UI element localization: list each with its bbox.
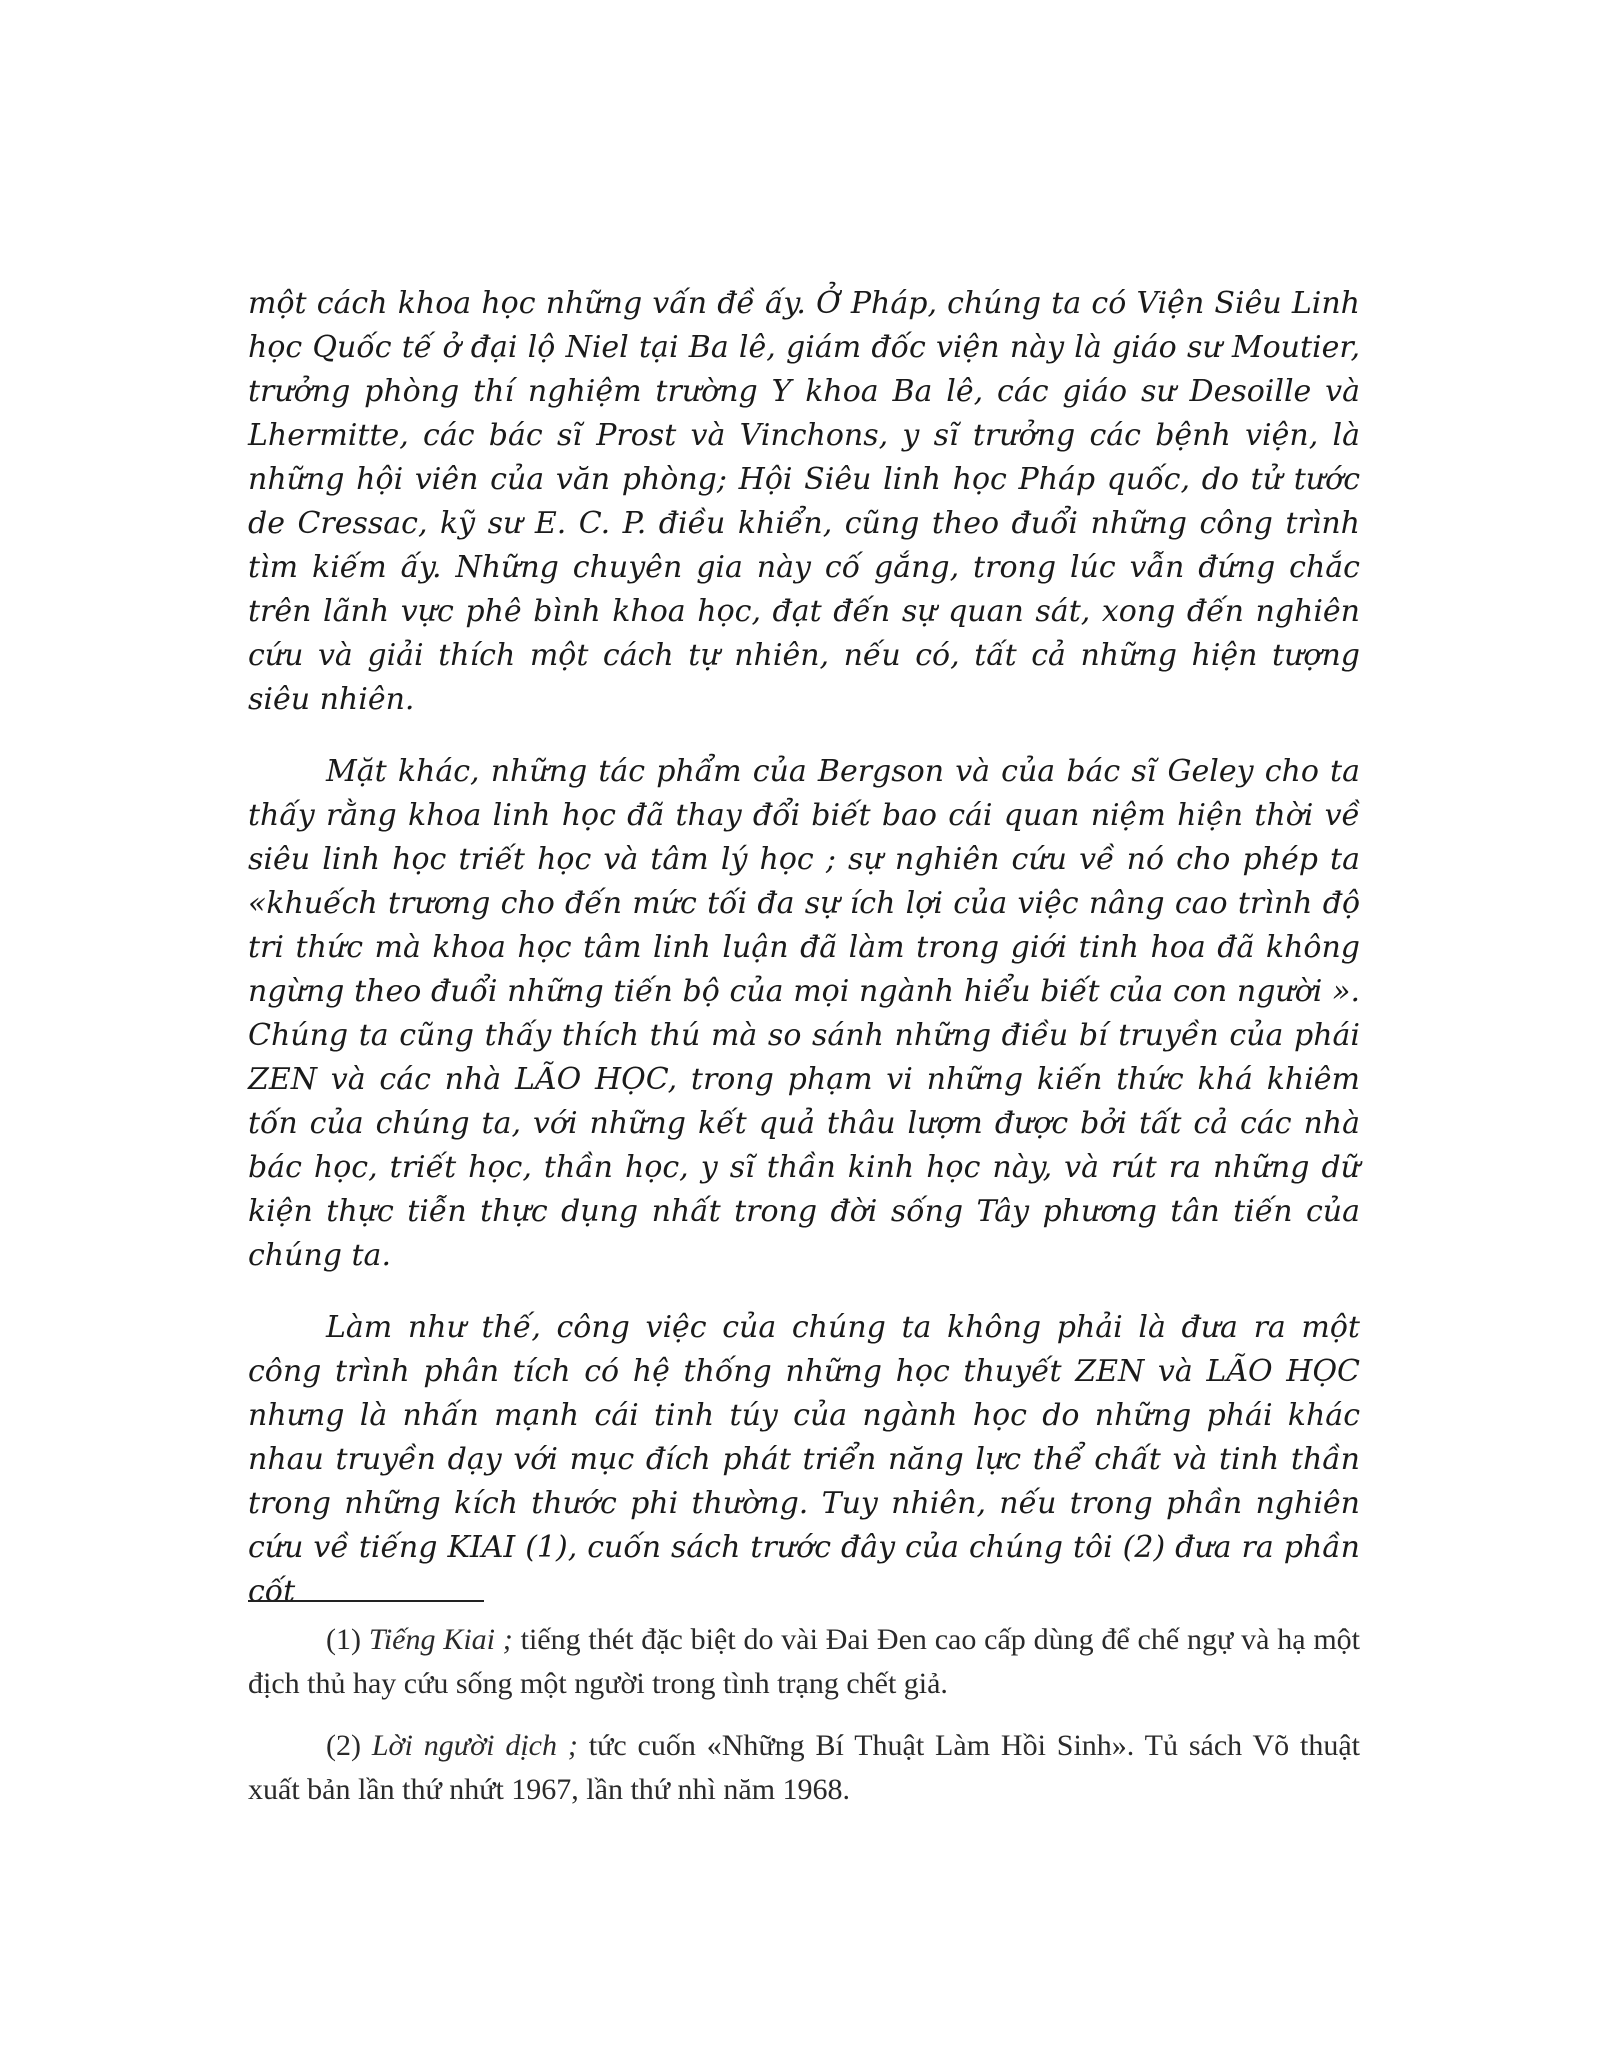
footnote-separator <box>248 1600 484 1602</box>
footnote-2-number: (2) <box>326 1729 361 1762</box>
footnote-1-text: tiếng thét đặc biệt do vài Đai Đen cao cấp dùng để chế ngự và hạ một địch thủ hay cứu sống một người trong tình trạng chết giả. <box>248 1623 1361 1700</box>
footnote-1-number: (1) <box>326 1623 361 1656</box>
footnotes <box>248 1618 1360 1830</box>
footnote-1 <box>248 1618 1360 1706</box>
paragraph-3: Làm như thế, công việc của chúng ta không phải là đưa ra một công trình phân tích có hệ thống những học thuyết ZEN và LÃO HỌC nhưng là nhấn mạnh cái tinh túy của ngành học do những phái khác nhau truyền dạy với mục đích phát triển năng lực thể chất và tinh thần trong những kích thước phi thường. Tuy nhiên, nếu trong phần nghiên cứu về tiếng KIAI (1), cuốn sách trước đây của chúng tôi (2) đưa ra phần cốt <box>248 1310 1360 1609</box>
footnote-2-text: tức cuốn «Những Bí Thuật Làm Hồi Sinh». Tủ sách Võ thuật xuất bản lần thứ nhứt 1967, lần thứ nhì năm 1968. <box>248 1729 1360 1806</box>
paragraph-1: một cách khoa học những vấn đề ấy. Ở Pháp, chúng ta có Viện Siêu Linh học Quốc tế ở đại lộ Niel tại Ba lê, giám đốc viện này là giáo sư Moutier, trưởng phòng thí nghiệm trường Y khoa Ba lê, các giáo sư Desoille và Lhermitte, các bác sĩ Prost và Vinchons, y sĩ trưởng các bệnh viện, là những hội viên của văn phòng; Hội Siêu linh học Pháp quốc, do tử tước de Cressac, kỹ sư E. C. P. điều khiển, cũng theo đuổi những công trình tìm kiếm ấy. Những chuyên gia này cố gắng, trong lúc vẫn đứng chắc trên lãnh vực phê bình khoa học, đạt đến sự quan sát, xong đến nghiên cứu và giải thích một cách tự nhiên, nếu có, tất cả những hiện tượng siêu nhiên. <box>248 286 1360 717</box>
footnote-2-title: Lời người dịch ; <box>371 1729 578 1762</box>
main-text <box>248 282 1360 1642</box>
footnote-1-title: Tiếng Kiai ; <box>368 1623 513 1656</box>
paragraph-2: Mặt khác, những tác phẩm của Bergson và của bác sĩ Geley cho ta thấy rằng khoa linh học đã thay đổi biết bao cái quan niệm hiện thời về siêu linh học triết học và tâm lý học ; sự nghiên cứu về nó cho phép ta «khuếch trương cho đến mức tối đa sự ích lợi của việc nâng cao trình độ tri thức mà khoa học tâm linh luận đã làm trong giới tinh hoa đã không ngừng theo đuổi những tiến bộ của mọi ngành hiểu biết của con người ». Chúng ta cũng thấy thích thú mà so sánh những điều bí truyền của phái ZEN và các nhà LÃO HỌC, trong phạm vi những kiến thức khá khiêm tốn của chúng ta, với những kết quả thâu lượm được bởi tất cả các nhà bác học, triết học, thần học, y sĩ thần kinh học này, và rút ra những dữ kiện thực tiễn thực dụng nhất trong đời sống Tây phương tân tiến của chúng ta. <box>248 754 1360 1273</box>
footnote-2 <box>248 1724 1360 1812</box>
